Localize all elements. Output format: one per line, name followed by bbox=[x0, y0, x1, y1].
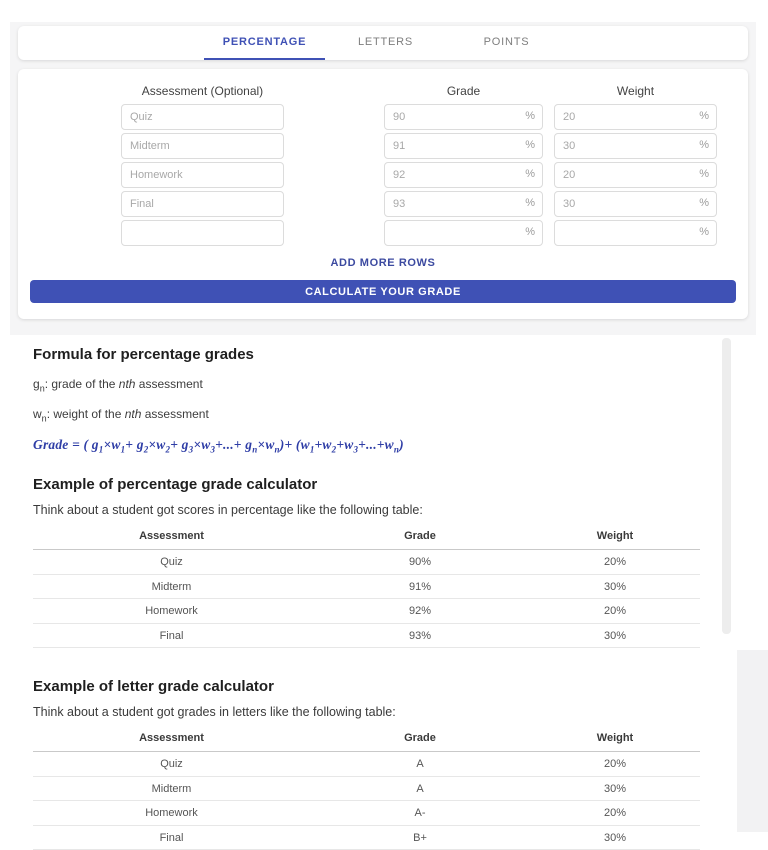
article-content bbox=[0, 330, 768, 850]
table-row: Final B+ 30% bbox=[33, 825, 700, 850]
assessment-name-input[interactable] bbox=[121, 220, 284, 246]
assessment-column-header: Assessment (Optional) bbox=[141, 84, 264, 98]
percent-suffix: % bbox=[699, 110, 709, 122]
assessment-name-input[interactable] bbox=[121, 191, 284, 217]
grade-calculator-panel bbox=[10, 22, 756, 335]
scrollbar-thumb[interactable] bbox=[722, 338, 731, 634]
assessment-row bbox=[18, 220, 748, 246]
assessment-name-input[interactable] bbox=[121, 133, 284, 159]
percent-suffix: % bbox=[699, 197, 709, 209]
tab-percentage[interactable]: PERCENTAGE bbox=[204, 26, 325, 60]
table-row: Quiz A 20% bbox=[33, 752, 700, 777]
percentage-example-title: Example of percentage grade calculator bbox=[33, 476, 318, 494]
column-headers bbox=[18, 84, 748, 104]
weight-input[interactable] bbox=[554, 220, 717, 246]
weight-input[interactable] bbox=[554, 133, 717, 159]
formula-expression: Grade = ( $g_1\times w_1+ g_2\times w_2+ g_3\times w_3+...+ g_n\times w_n)+ (w_1+w_2+w_3+...+w_n)$ bbox=[33, 436, 404, 455]
grade-variable-definition: $g_n$: grade of the nth assessment bbox=[33, 377, 203, 394]
letter-example-title: Example of letter grade calculator bbox=[33, 678, 274, 696]
calculate-grade-button[interactable]: CALCULATE YOUR GRADE bbox=[30, 280, 736, 303]
percent-suffix: % bbox=[699, 226, 709, 238]
weight-variable-definition: $w_n$: weight of the nth assessment bbox=[33, 407, 209, 424]
table-row: Homework A- 20% bbox=[33, 801, 700, 826]
assessment-row bbox=[18, 104, 748, 130]
scrollbar-track bbox=[737, 650, 768, 832]
percentage-example-table bbox=[33, 526, 700, 648]
table-header-row bbox=[33, 728, 700, 752]
weight-column-header: Weight bbox=[616, 84, 655, 98]
tab-points[interactable]: POINTS bbox=[483, 36, 530, 48]
th-assessment: Assessment bbox=[33, 526, 310, 550]
percent-suffix: % bbox=[525, 139, 535, 151]
th-weight: Weight bbox=[530, 728, 700, 752]
grade-input[interactable] bbox=[384, 191, 543, 217]
percent-suffix: % bbox=[525, 226, 535, 238]
th-grade: Grade bbox=[310, 728, 530, 752]
add-more-rows-link[interactable]: ADD MORE ROWS bbox=[330, 257, 436, 269]
assessment-row bbox=[18, 133, 748, 159]
grade-input[interactable] bbox=[384, 162, 543, 188]
grade-input[interactable] bbox=[384, 220, 543, 246]
letter-example-section bbox=[33, 678, 733, 850]
table-row: Midterm A 30% bbox=[33, 776, 700, 801]
formula-section-title: Formula for percentage grades bbox=[33, 346, 254, 363]
tab-letters[interactable]: LETTERS bbox=[357, 36, 414, 48]
weight-input[interactable] bbox=[554, 191, 717, 217]
calculator-form bbox=[18, 69, 748, 319]
weight-input[interactable] bbox=[554, 162, 717, 188]
grade-input[interactable] bbox=[384, 104, 543, 130]
mode-tabs bbox=[18, 26, 748, 60]
table-row: Homework 92% 20% bbox=[33, 599, 700, 624]
table-row: Quiz 90% 20% bbox=[33, 550, 700, 575]
percentage-example-intro: Think about a student got scores in percentage like the following table: bbox=[33, 503, 423, 518]
th-assessment: Assessment bbox=[33, 728, 310, 752]
weight-input[interactable] bbox=[554, 104, 717, 130]
percent-suffix: % bbox=[525, 168, 535, 180]
table-row: Final 93% 30% bbox=[33, 623, 700, 648]
assessment-row bbox=[18, 162, 748, 188]
assessment-name-input[interactable] bbox=[121, 104, 284, 130]
table-row: Midterm 91% 30% bbox=[33, 574, 700, 599]
letter-example-intro: Think about a student got grades in letters like the following table: bbox=[33, 705, 396, 720]
percent-suffix: % bbox=[699, 139, 709, 151]
percent-suffix: % bbox=[525, 197, 535, 209]
th-grade: Grade bbox=[310, 526, 530, 550]
percent-suffix: % bbox=[525, 110, 535, 122]
percent-suffix: % bbox=[699, 168, 709, 180]
grade-input[interactable] bbox=[384, 133, 543, 159]
grade-column-header: Grade bbox=[446, 84, 481, 98]
assessment-name-input[interactable] bbox=[121, 162, 284, 188]
th-weight: Weight bbox=[530, 526, 700, 550]
letter-example-table bbox=[33, 728, 700, 850]
table-header-row bbox=[33, 526, 700, 550]
assessment-row bbox=[18, 191, 748, 217]
